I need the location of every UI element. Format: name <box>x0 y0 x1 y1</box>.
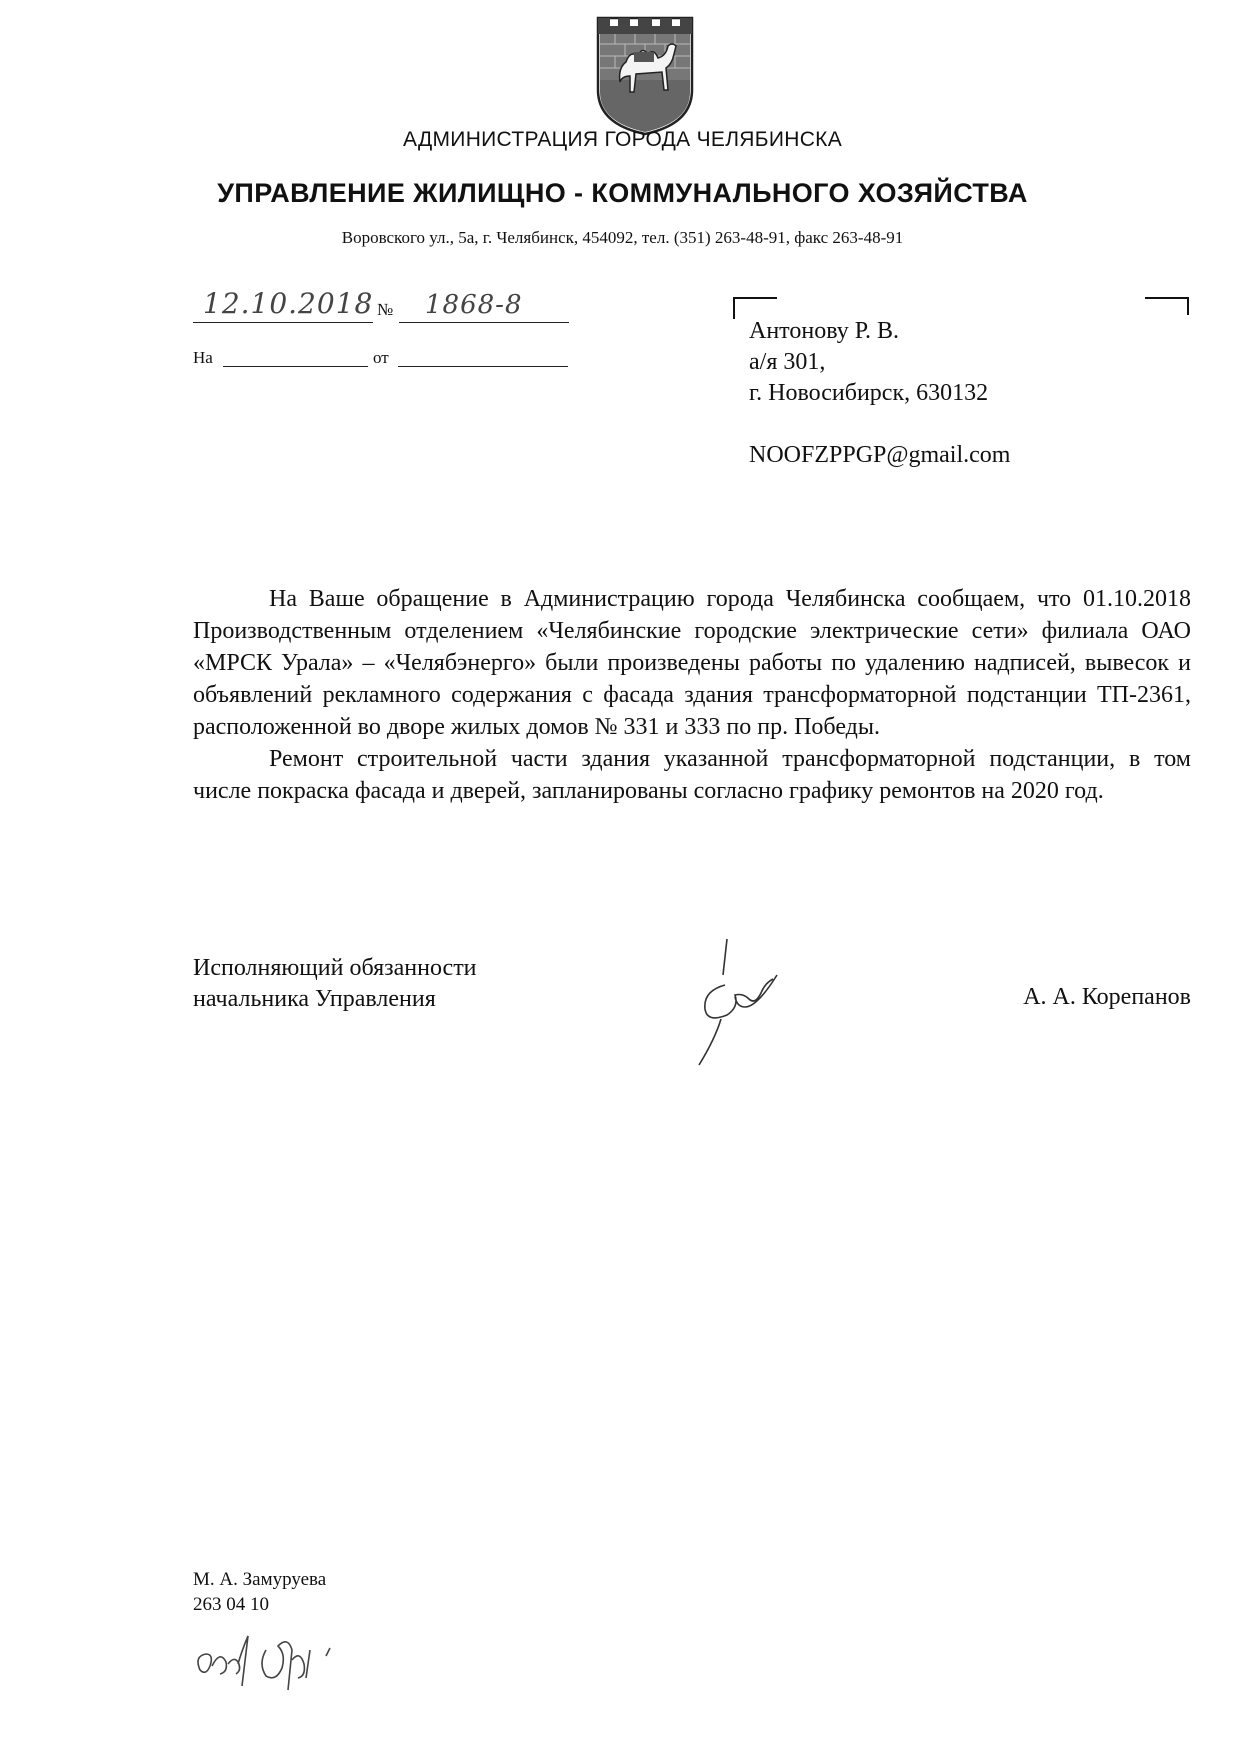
executor-phone: 263 04 10 <box>193 1594 269 1615</box>
reply-to-label: На <box>193 348 213 367</box>
from-blank-line <box>398 366 568 367</box>
reply-to-blank-line <box>223 366 368 367</box>
handwritten-signature <box>665 935 795 1070</box>
signer-position-line-2: начальника Управления <box>193 986 436 1012</box>
registration-date: 12.10.2018 <box>203 287 374 320</box>
executor-name: М. А. Замуруева <box>193 1569 327 1590</box>
registration-date-field <box>193 284 373 323</box>
signer-position <box>193 953 477 1015</box>
registration-number: 1868-8 <box>425 290 523 320</box>
administration-name: АДМИНИСТРАЦИЯ ГОРОДА ЧЕЛЯБИНСКА <box>402 128 842 151</box>
recipient-po-box: а/я 301, <box>749 349 826 375</box>
signer-position-line-1: Исполняющий обязанности <box>193 955 477 981</box>
address-corner-right <box>1145 297 1189 315</box>
body-paragraph-2: Ремонт строительной части здания указанной трансформаторной подстанции, в том числе покраска фасада и дверей, запланированы согласно графику ремонтов на 2020 год. <box>193 746 1191 804</box>
executor-block <box>193 1567 326 1617</box>
handwritten-initials <box>192 1620 372 1700</box>
letter-body <box>193 583 1191 807</box>
body-paragraph-1: На Ваше обращение в Администрацию города Челябинска сообщаем, что 01.10.2018 Производственным отделением «Челябинские городские электрические сети» филиала ОАО «МРСК Урала» – «Челябэнерго» были произведены работы по удалению надписей, вывесок и объявлений рекламного содержания с фасада здания трансформаторной подстанции ТП-2361, расположенной во дворе жилых домов № 331 и 333 по пр. Победы. <box>193 586 1191 740</box>
recipient-name: Антонову Р. В. <box>749 318 900 344</box>
recipient-email: NOOFZPPGP@gmail.com <box>749 442 1011 468</box>
recipient-city: г. Новосибирск, 630132 <box>749 380 989 406</box>
signer-name: А. А. Корепанов <box>1023 984 1191 1010</box>
from-label: от <box>373 348 389 367</box>
department-name: УПРАВЛЕНИЕ ЖИЛИЩНО - КОММУНАЛЬНОГО ХОЗЯЙСТВА <box>217 178 1028 208</box>
department-address: Воровского ул., 5а, г. Челябинск, 454092, тел. (351) 263-48-91, факс 263-48-91 <box>341 228 904 247</box>
city-coat-of-arms <box>590 12 700 137</box>
registration-number-field <box>399 284 569 323</box>
registration-number-label: № <box>377 300 394 319</box>
recipient-block <box>749 316 1010 471</box>
